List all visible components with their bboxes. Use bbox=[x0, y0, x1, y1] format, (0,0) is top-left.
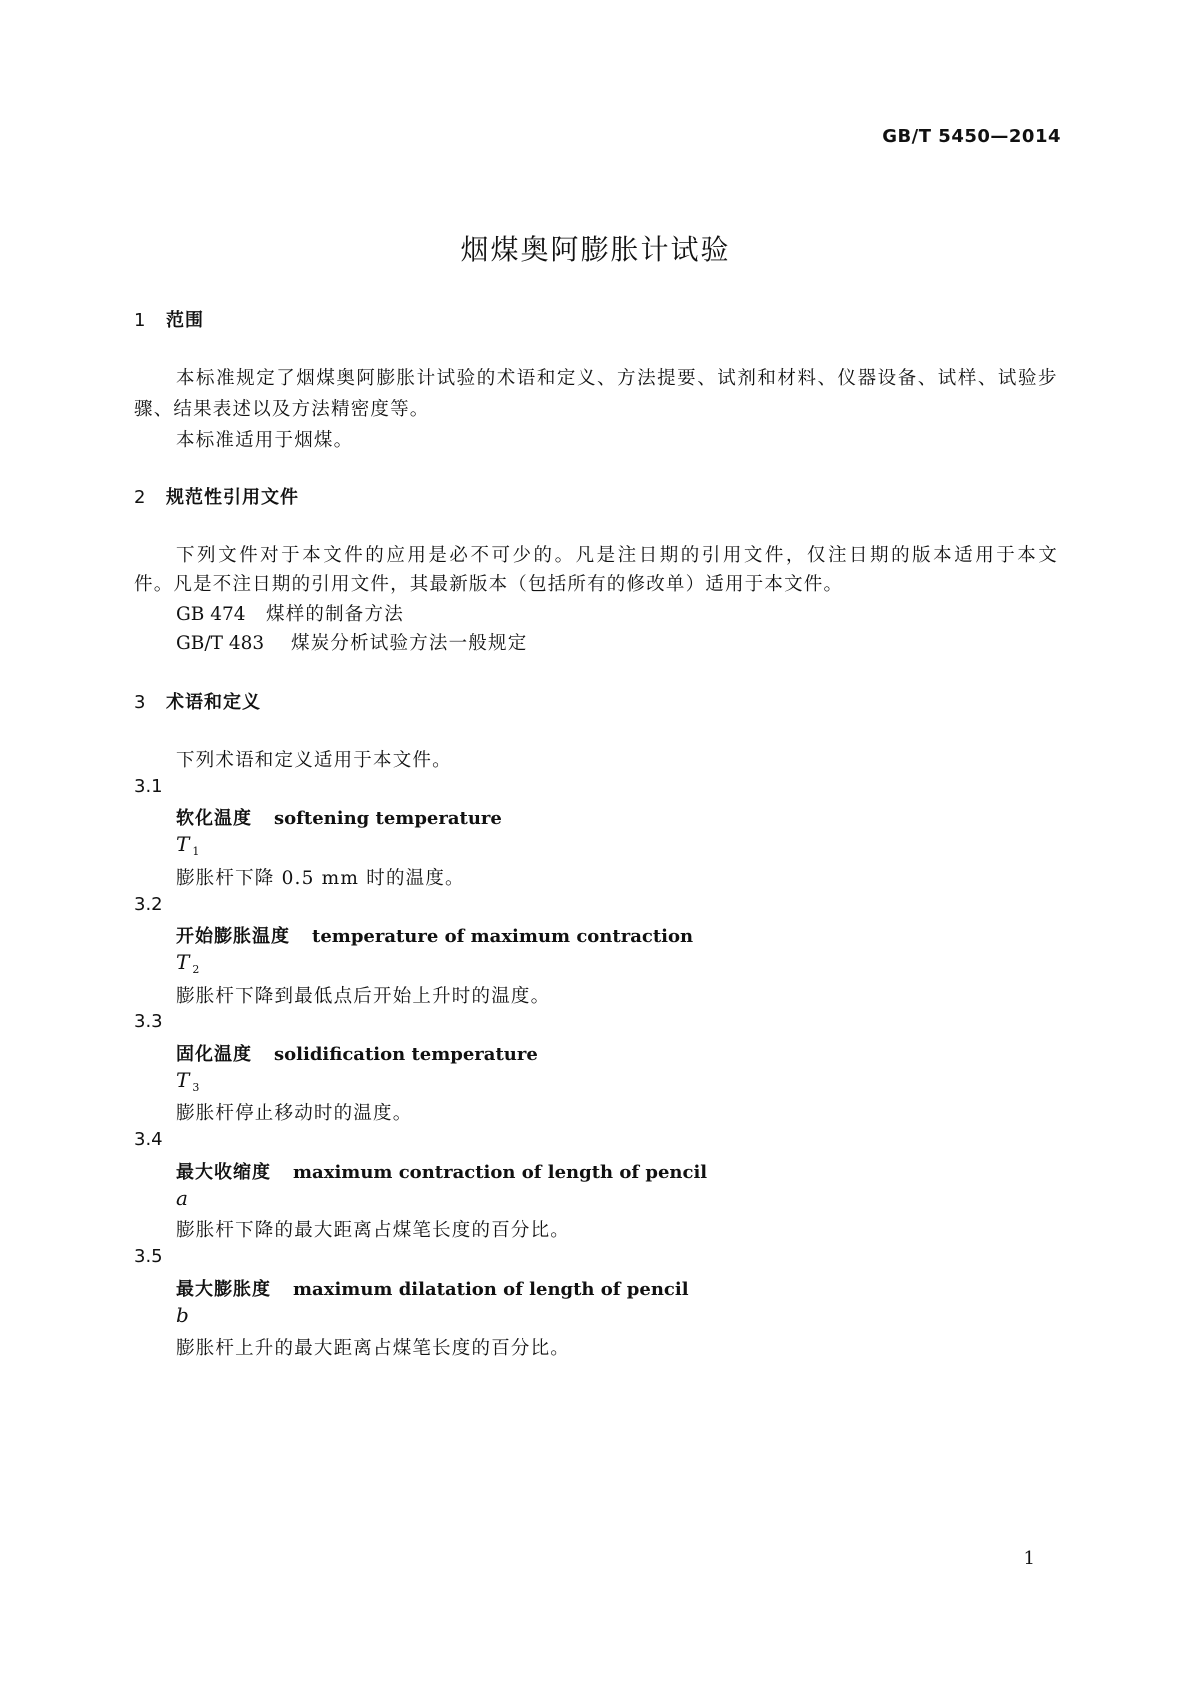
term-number: 3.2 bbox=[134, 894, 163, 915]
term-definition: 膨胀杆下降到最低点后开始上升时的温度。 bbox=[176, 986, 551, 1007]
term-number: 3.1 bbox=[134, 776, 163, 797]
term-english: solidification temperature bbox=[274, 1044, 538, 1065]
term-chinese: 固化温度 bbox=[176, 1044, 252, 1065]
section-1-paragraph-2: 本标准适用于烟煤。 bbox=[176, 430, 354, 451]
term-definition: 膨胀杆上升的最大距离占煤笔长度的百分比。 bbox=[176, 1338, 571, 1359]
section-title: 术语和定义 bbox=[166, 692, 261, 713]
page-number: 1 bbox=[1023, 1548, 1035, 1569]
term-symbol: T $_3$ bbox=[176, 1068, 200, 1094]
term-number: 3.5 bbox=[134, 1246, 163, 1267]
term-heading bbox=[176, 1040, 538, 1066]
term-number: 3.4 bbox=[134, 1129, 163, 1150]
term-english: temperature of maximum contraction bbox=[312, 926, 694, 947]
reference-title: 煤炭分析试验方法一般规定 bbox=[291, 633, 528, 654]
section-1-heading bbox=[134, 306, 204, 332]
section-number: 1 bbox=[134, 310, 147, 331]
term-definition: 膨胀杆下降 0.5 mm 时的温度。 bbox=[176, 868, 465, 889]
term-heading bbox=[176, 804, 502, 830]
term-heading bbox=[176, 1158, 707, 1184]
term-chinese: 软化温度 bbox=[176, 808, 252, 829]
term-heading bbox=[176, 922, 693, 948]
section-number: 3 bbox=[134, 692, 147, 713]
reference-title: 煤样的制备方法 bbox=[266, 604, 404, 625]
reference-code: GB/T 483 bbox=[176, 633, 265, 654]
term-number: 3.3 bbox=[134, 1011, 163, 1032]
term-heading bbox=[176, 1275, 689, 1301]
section-number: 2 bbox=[134, 487, 147, 508]
section-1-paragraph-line-2: 骤、结果表述以及方法精密度等。 bbox=[134, 399, 430, 420]
section-2-heading bbox=[134, 483, 299, 509]
section-3-intro: 下列术语和定义适用于本文件。 bbox=[176, 750, 452, 771]
section-2-paragraph-line-2: 件。凡是不注日期的引用文件，其最新版本（包括所有的修改单）适用于本文件。 bbox=[134, 574, 844, 595]
term-symbol: T $_1$ bbox=[176, 832, 200, 858]
term-chinese: 开始膨胀温度 bbox=[176, 926, 290, 947]
reference-code: GB 474 bbox=[176, 604, 246, 625]
term-symbol: b bbox=[176, 1303, 189, 1327]
document-title: 烟煤奥阿膨胀计试验 bbox=[460, 233, 731, 266]
reference-item bbox=[176, 600, 404, 626]
term-chinese: 最大膨胀度 bbox=[176, 1279, 271, 1300]
term-definition: 膨胀杆停止移动时的温度。 bbox=[176, 1103, 413, 1124]
term-english: maximum dilatation of length of pencil bbox=[293, 1279, 689, 1300]
term-symbol: a bbox=[176, 1186, 188, 1210]
section-2-paragraph-line-1: 下 列 文 件 对 于 本 文 件 的 应 用 是 必 不 可 少 的 。 凡 是 注 日 期 的 引 用 文 件 ， 仅 注 日 期 的 版 本 适 用 于 本 文 bbox=[176, 545, 1058, 566]
section-title: 范围 bbox=[166, 310, 204, 331]
standard-code: GB/T 5450—2014 bbox=[882, 126, 1061, 147]
reference-item bbox=[176, 629, 527, 655]
section-3-heading bbox=[134, 688, 261, 714]
term-english: maximum contraction of length of pencil bbox=[293, 1162, 708, 1183]
section-1-paragraph-line-1: 本 标 准 规 定 了 烟 煤 奥 阿 膨 胀 计 试 验 的 术 语 和 定 义 、 方 法 提 要 、 试 剂 和 材 料 、 仪 器 设 备 、 试 样 、 试 验 步 bbox=[176, 368, 1058, 389]
term-english: softening temperature bbox=[274, 808, 502, 829]
term-definition: 膨胀杆下降的最大距离占煤笔长度的百分比。 bbox=[176, 1220, 571, 1241]
term-symbol: T $_2$ bbox=[176, 950, 200, 976]
section-title: 规范性引用文件 bbox=[166, 487, 299, 508]
term-chinese: 最大收缩度 bbox=[176, 1162, 271, 1183]
